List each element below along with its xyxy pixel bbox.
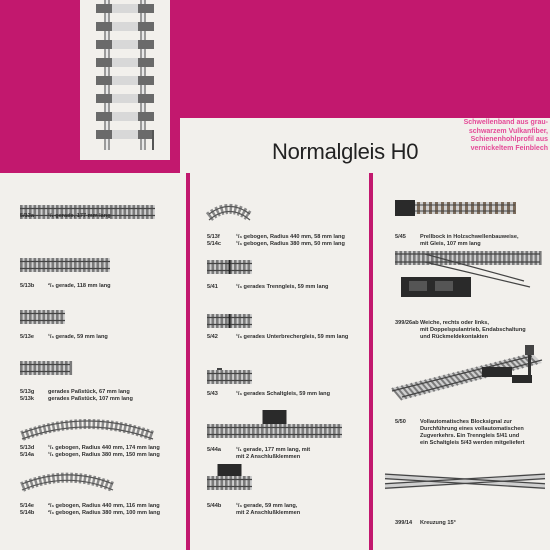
item-description-line: Weiche, rechts oder links, xyxy=(420,320,489,326)
item-description-line: mit Doppelspulantrieb, Endabschaltung xyxy=(420,327,526,333)
straight-track-icon xyxy=(20,361,70,375)
item-description-line: gerades Paßstück, 67 mm lang xyxy=(48,389,130,395)
item-description-line: ¹/₃ gerades Trenngleis, 59 mm lang xyxy=(236,284,329,290)
item-description-line: ein Schaltgleis 5/43 werden mitgeliefert xyxy=(420,440,525,446)
item-description xyxy=(236,391,330,398)
item-description xyxy=(236,503,300,517)
item-code-line: 5/42 xyxy=(207,334,218,340)
item-code-line: 5/14b xyxy=(20,510,35,516)
item-code xyxy=(207,447,221,454)
buffer-stop-icon xyxy=(395,196,515,220)
item-description xyxy=(48,389,133,403)
item-code xyxy=(207,503,221,510)
item-description-line: gerades Paßstück, 107 mm lang xyxy=(48,396,133,402)
item-description-line: mit Gleis, 107 mm lang xyxy=(420,241,481,247)
item-code-line: 5/44b xyxy=(207,503,222,509)
item-description xyxy=(48,213,111,220)
item-description xyxy=(420,320,526,341)
straight-track-icon xyxy=(20,310,65,324)
item-code-line: 5/43 xyxy=(207,391,218,397)
item-description-line: ¹/₁ gerade, 177 mm lang xyxy=(48,213,111,219)
turnout-icon xyxy=(395,243,540,301)
item-description-line: und Rückmeldekontakten xyxy=(420,334,489,340)
item-code xyxy=(395,520,412,527)
item-description xyxy=(48,503,160,517)
item-code-line: 5/13d xyxy=(20,445,35,451)
item-description-line: Zugverkehrs. Ein Trenngleis 5/41 und xyxy=(420,433,520,439)
item-description-line: ²/₃ gerade, 118 mm lang xyxy=(48,283,111,289)
crossing-icon xyxy=(385,470,545,502)
item-description-line: ¹/₃ gebogen, Radius 440 mm, 58 mm lang xyxy=(236,234,345,240)
item-code-line: 5/14c xyxy=(207,241,221,247)
item-description xyxy=(48,334,108,341)
item-description-line: mit 2 Anschlußklemmen xyxy=(236,454,301,460)
item-code-line: 399/26ab xyxy=(395,320,419,326)
switching-track-icon xyxy=(207,368,252,384)
item-description-line: ¹/₃ gebogen, Radius 380 mm, 50 mm lang xyxy=(236,241,345,247)
item-code xyxy=(20,389,34,403)
curved-track-icon xyxy=(20,418,155,438)
column-divider xyxy=(186,173,190,550)
item-description-line: ¹/₃ gerade, 59 mm lang, xyxy=(236,503,298,509)
item-code xyxy=(207,284,218,291)
item-code-line: 5/44a xyxy=(207,447,221,453)
item-code-line: 5/13g xyxy=(20,389,35,395)
item-code-line: 5/13b xyxy=(20,283,35,289)
column-divider xyxy=(369,173,373,550)
item-code xyxy=(20,334,34,341)
item-description-line: Durchführung eines vollautomatischen xyxy=(420,426,524,432)
item-code-line: 5/41 xyxy=(207,284,218,290)
item-code xyxy=(207,391,218,398)
terminal-track-icon xyxy=(207,410,342,438)
item-description xyxy=(236,234,345,248)
curved-track-icon xyxy=(20,473,115,489)
page-title: Normalgleis H0 xyxy=(272,139,419,164)
item-code-line: 5/14a xyxy=(20,452,34,458)
item-description-line: Kreuzung 15° xyxy=(420,520,456,526)
interrupter-track-icon xyxy=(207,314,252,328)
item-description xyxy=(420,419,524,447)
item-code xyxy=(20,445,34,459)
item-description-line: ¹/₃ gerades Unterbrechergleis, 59 mm lang xyxy=(236,334,349,340)
item-description xyxy=(236,447,310,461)
material-note: Schwellenband aus grau-schwarzem Vulkanfiber, Schienenhohlprofil aus vernickeltem Feinblech xyxy=(463,119,548,152)
straight-track-icon xyxy=(20,258,110,272)
item-code-line: 5/50 xyxy=(395,419,406,425)
item-description-line: ¹/₁ gerade, 177 mm lang, mit xyxy=(236,447,311,453)
isolating-track-icon xyxy=(207,260,252,274)
item-code-line: 5/13f xyxy=(207,234,220,240)
hero-track-photo xyxy=(92,0,158,150)
item-description-line: Vollautomatisches Blocksignal zur xyxy=(420,419,512,425)
curved-track-icon xyxy=(207,205,252,219)
item-code xyxy=(395,419,406,426)
item-description xyxy=(48,445,160,459)
item-code-line: 399/14 xyxy=(395,520,413,526)
item-code-line: 5/13e xyxy=(20,334,34,340)
item-code xyxy=(207,234,221,248)
item-description xyxy=(236,334,348,341)
item-description-line: ¹/₁ gebogen, Radius 440 mm, 174 mm lang xyxy=(48,445,160,451)
item-description xyxy=(48,283,111,290)
item-description-line: ²/₃ gebogen, Radius 440 mm, 116 mm lang xyxy=(48,503,160,509)
item-code xyxy=(20,283,34,290)
item-description-line: ¹/₁ gebogen, Radius 380 mm, 150 mm lang xyxy=(48,452,160,458)
item-code xyxy=(395,320,419,327)
item-description-line: Prellbock in Holzschwellenbauweise, xyxy=(420,234,519,240)
item-description-line: ²/₃ gebogen, Radius 380 mm, 100 mm lang xyxy=(48,510,161,516)
item-description xyxy=(236,284,328,291)
item-description xyxy=(420,520,456,527)
item-description-line: ¹/₃ gerades Schaltgleis, 59 mm lang xyxy=(236,391,330,397)
item-code xyxy=(20,503,34,517)
item-code xyxy=(20,213,34,220)
item-code xyxy=(395,234,406,241)
item-code-line: 5/14e xyxy=(20,503,34,509)
item-description-line: ¹/₃ gerade, 59 mm lang xyxy=(48,334,108,340)
item-description-line: mit 2 Anschlußklemmen xyxy=(236,510,301,516)
item-code xyxy=(207,334,218,341)
item-code-line: 5/13k xyxy=(20,396,34,402)
terminal-track-icon xyxy=(207,464,252,490)
block-signal-icon xyxy=(392,345,542,400)
item-code-line: 5/45 xyxy=(395,234,406,240)
item-code-line: 5/13a xyxy=(20,213,34,219)
